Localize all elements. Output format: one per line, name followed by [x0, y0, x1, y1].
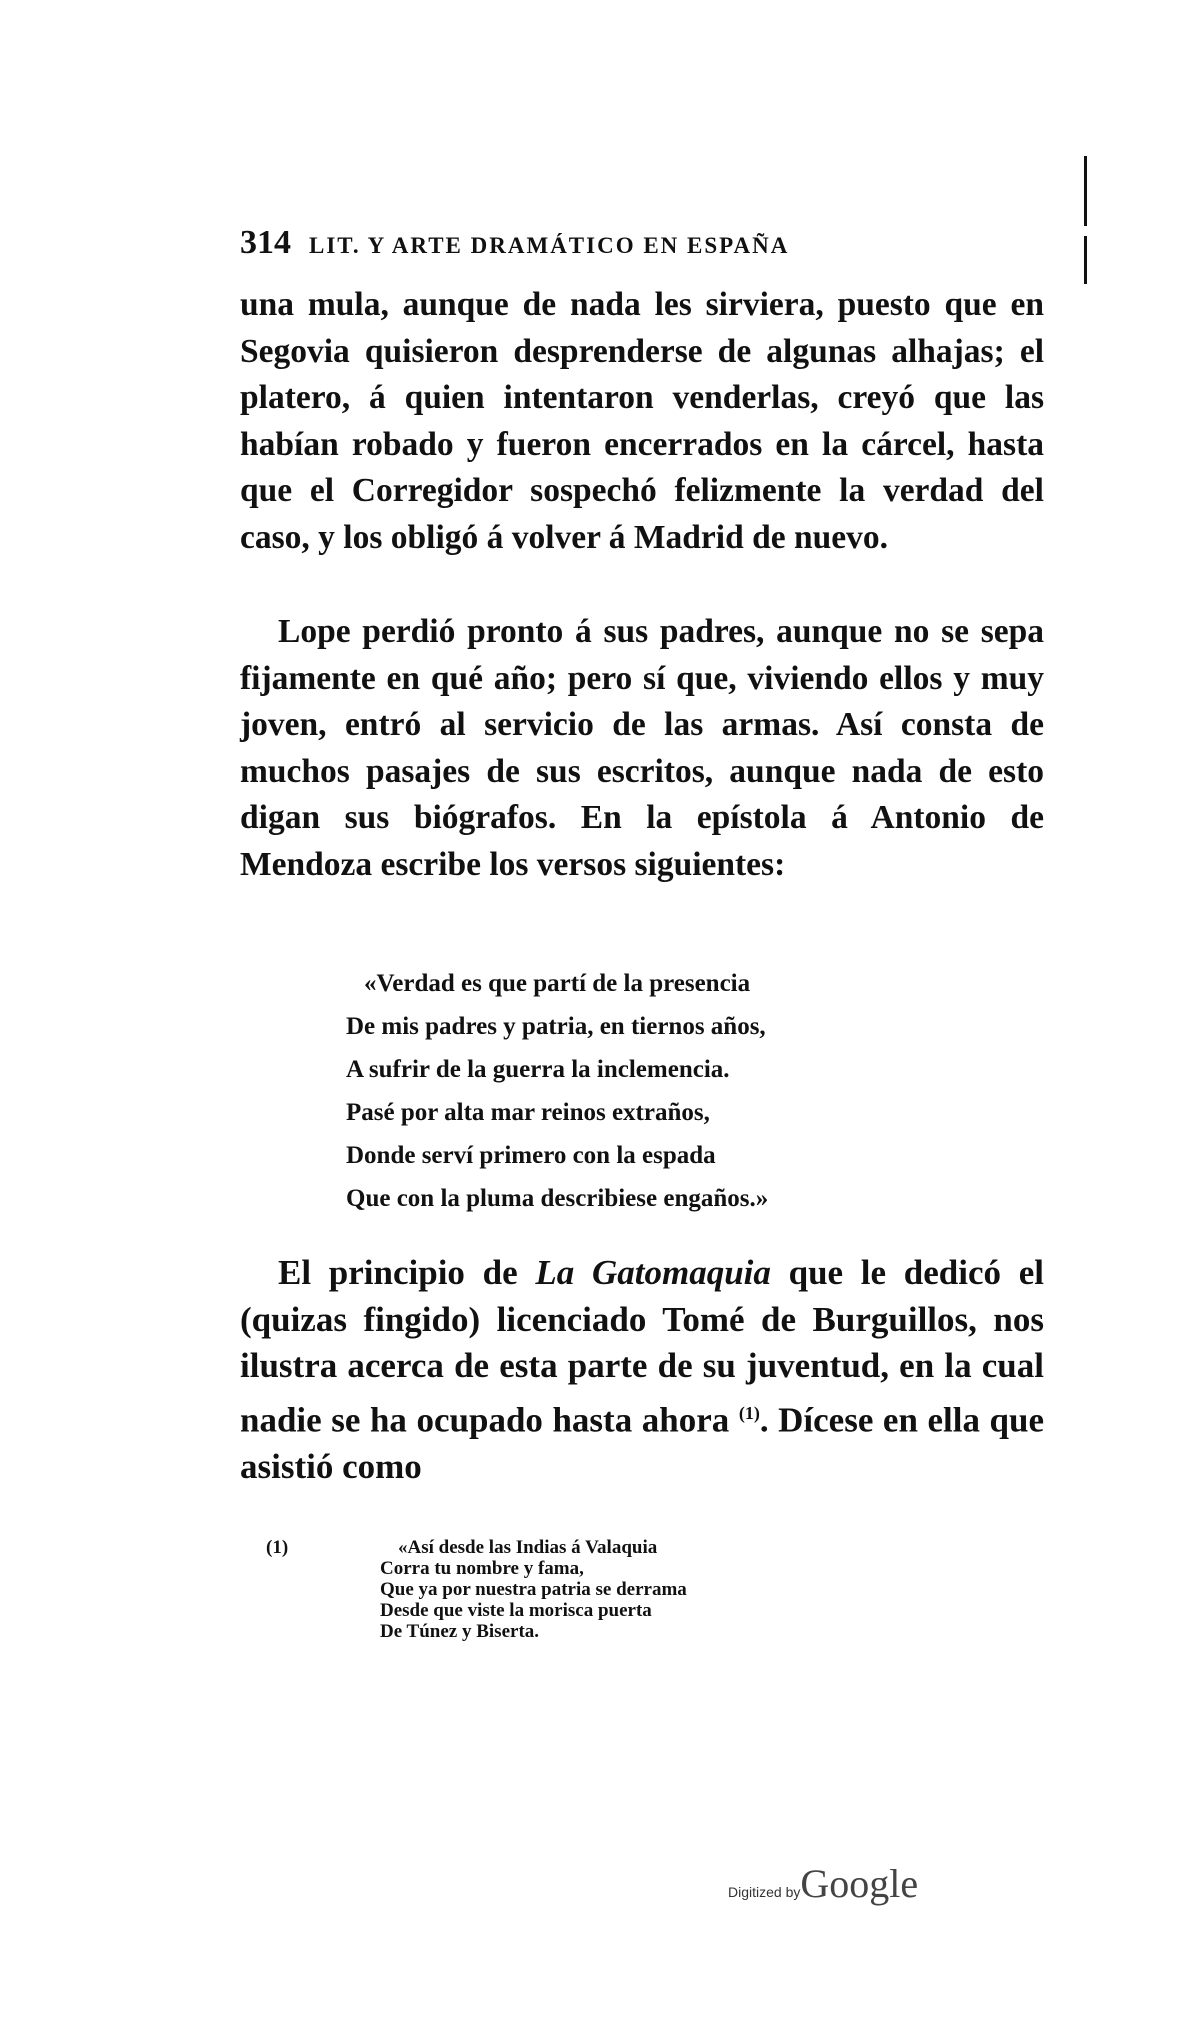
scan-edge-rule — [1084, 236, 1087, 284]
footnote-line: Desde que viste la morisca puerta — [380, 1600, 652, 1621]
paragraph-3-text: El principio de — [278, 1253, 536, 1292]
paragraph-1: una mula, aunque de nada les sirviera, puesto que en Segovia quisieron desprenderse de algunas alhajas; el platero, á quien intentaron venderlas, creyó que las habían robado y fueron encerrados en la cárcel, hasta que el Corregidor sospechó felizmente la verdad del caso, y los obligó á volver á Madrid de nuevo. — [240, 286, 1044, 556]
footnote-line: Corra tu nombre y fama, — [380, 1558, 584, 1579]
paragraph-3-text: que le dedicó el (quizas fingido) licenciado Tomé de Burguillos, nos ilustra acerca de esta parte de su juventud, en la cual nadie se ha ocupado hasta ahora — [240, 1253, 1044, 1440]
paragraph-3 — [240, 1250, 1044, 1490]
verse-line: De mis padres y patria, en tiernos años, — [346, 1013, 766, 1040]
work-title: La Gatomaquia — [535, 1253, 771, 1292]
page-number: 314 — [240, 224, 291, 261]
paragraph-3-text: . Dícese en ella que asistió como — [240, 1400, 1044, 1486]
footnote-line: «Así desde las Indias á Valaquia — [398, 1537, 658, 1558]
scan-edge-rule — [1084, 156, 1087, 226]
verse-line: A sufrir de la guerra la inclemencia. — [346, 1056, 730, 1083]
verse-line: Donde serví primero con la espada — [346, 1142, 716, 1169]
footnote-line: Que ya por nuestra patria se derrama — [380, 1579, 687, 1600]
verse-line: Que con la pluma describiese engaños.» — [346, 1185, 769, 1212]
running-head: LIT. Y ARTE DRAMÁTICO EN ESPAÑA — [309, 233, 790, 258]
digitized-watermark — [728, 1860, 918, 1907]
verse-line: «Verdad es que partí de la presencia — [364, 970, 751, 997]
verse-quote — [346, 962, 1046, 1220]
page-header — [240, 224, 1060, 274]
verse-line: Pasé por alta mar reinos extraños, — [346, 1099, 710, 1126]
watermark-label: Digitized by — [728, 1884, 801, 1900]
footnote-reference: (1) — [738, 1402, 760, 1423]
footnote-verse — [380, 1537, 687, 1642]
google-logo: Google — [800, 1861, 919, 1906]
footnote-line: De Túnez y Biserta. — [380, 1621, 540, 1642]
footnote-mark: (1) — [266, 1537, 289, 1558]
paragraph-2: Lope perdió pronto á sus padres, aunque no se sepa fijamente en qué año; pero sí que, viviendo ellos y muy joven, entró al servicio de las armas. Así consta de muchos pasajes de sus escritos, aunque nada de esto digan sus biógrafos. En la epístola á Antonio de Mendoza escribe los versos siguientes: — [240, 613, 1044, 883]
